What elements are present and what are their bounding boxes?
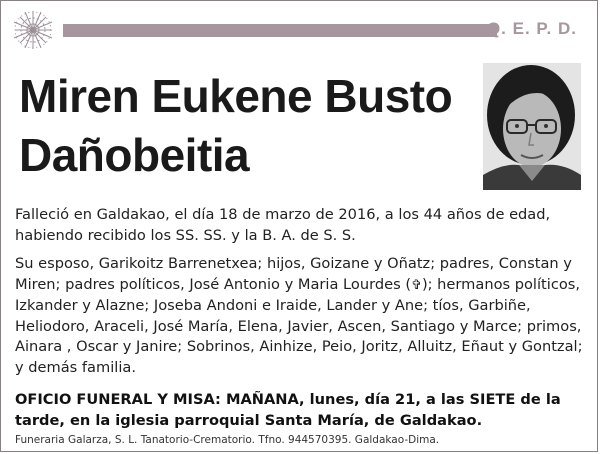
portrait-image (483, 63, 581, 190)
family-text-start: Su esposo, Garikoitz Barrenetxea; hijos, Goizane y Oñatz; padres, Constan y Miren; padres políticos, José Antonio y Maria Lourdes ( (15, 255, 572, 293)
header-bar (63, 24, 497, 37)
portrait-photo (483, 63, 581, 190)
header-label: Q. E. P. D. (486, 19, 577, 38)
funeral-paragraph: OFICIO FUNERAL Y MISA: MAÑANA, lunes, día 21, a las SIETE de la tarde, en la iglesia parroquial Santa María, de Galdakao. (15, 391, 561, 429)
family-text-end: ); hermanos políticos, Izkander y Alazne; Joseba Andoni e Iraide, Lander y Ane; tíos, Garbiñe, Heliodoro, Araceli, José María, Elena, Javier, Ascen, Santiago y Marce; primos, Ainara , Oscar y Janire; Sobrinos, Ainhize, Peio, Joritz, Alluitz, Eñaut y Gontzal; y demás familia. (15, 275, 583, 376)
funeral-home-footer: Funeraria Galarza, S. L. Tanatorio-Crematorio. Tfno. 944570395. Galdakao-Dima. (15, 434, 440, 446)
family-paragraph (15, 254, 587, 378)
death-notice-paragraph: Falleció en Galdakao, el día 18 de marzo de 2016, a los 44 años de edad, habiendo recibido los SS. SS. y la B. A. de S. S. (15, 206, 551, 244)
floral-emblem-icon (9, 7, 57, 53)
deceased-name: Miren Eukene Busto Dañobeitia (19, 70, 453, 181)
cross-icon: ✞ (411, 277, 422, 293)
